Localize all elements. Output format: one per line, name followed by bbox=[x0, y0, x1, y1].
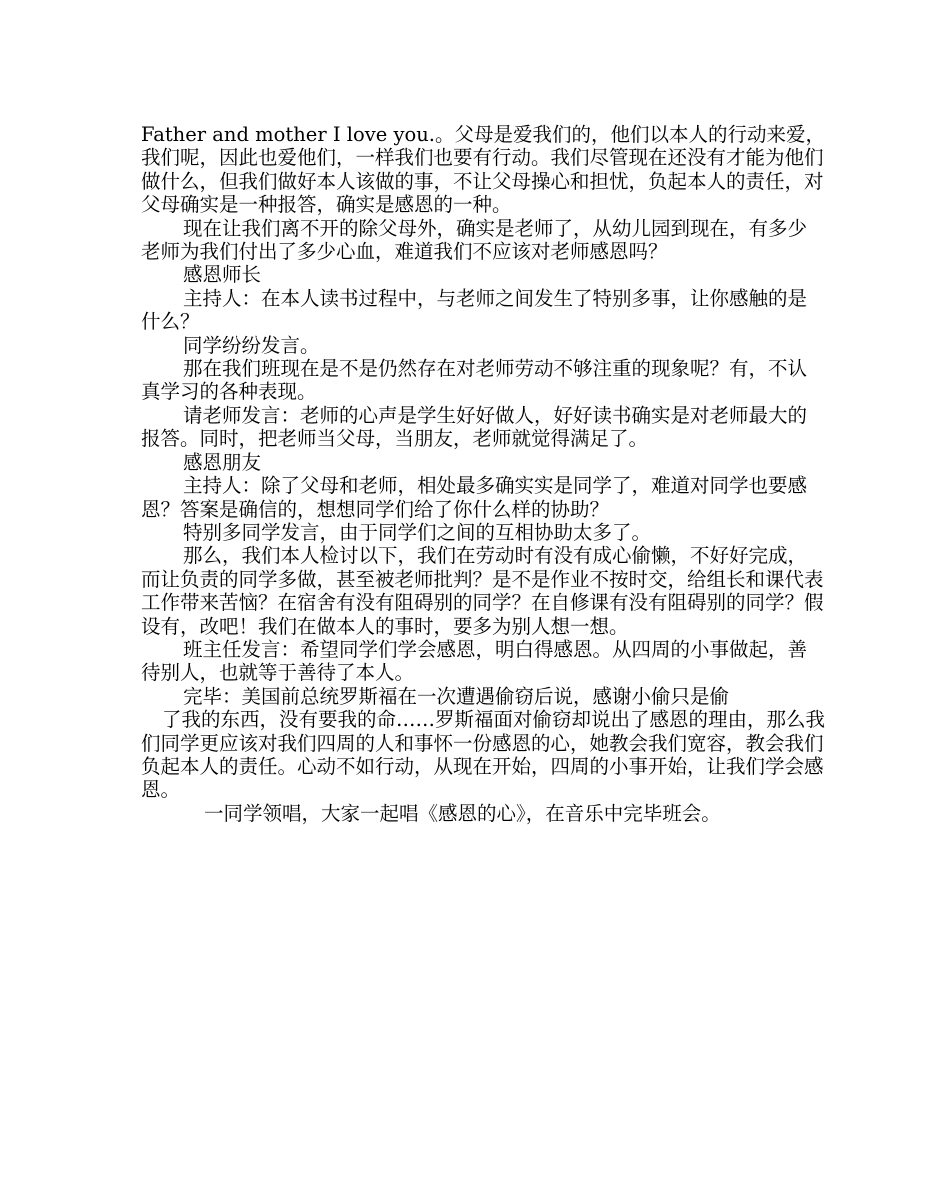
paragraph-self-review: 那么，我们本人检讨以下，我们在劳动时有没有成心偷懒，不好好完成，而让负责的同学多做，甚至被老师批判？是不是作业不按时交，给组长和课代表工作带来苦恼？在宿舍有没有阻碍别的同学？在自修课有没有阻碍别的同学？假设有，改吧！我们在做本人的事时，要多为别人想一想。 bbox=[141, 544, 824, 638]
paragraph-class-reflection: 那在我们班现在是不是仍然存在对老师劳动不够注重的现象呢？有，不认真学习的各种表现。 bbox=[141, 357, 808, 404]
paragraph-teacher-speech: 请老师发言：老师的心声是学生好好做人，好好读书确实是对老师最大的报答。同时，把老师当父母，当朋友，老师就觉得满足了。 bbox=[141, 403, 808, 451]
paragraph-host-question-teachers: 主持人：在本人读书过程中，与老师之间发生了特别多事，让你感触的是什么？ bbox=[141, 286, 808, 334]
document-body bbox=[141, 123, 825, 825]
paragraph-host-question-classmates: 主持人：除了父母和老师，相处最多确实实是同学了，难道对同学也要感恩？答案是确信的，想想同学们给了你什么样的协助？ bbox=[141, 474, 808, 521]
paragraph-conclusion-start: 完毕：美国前总统罗斯福在一次遭遇偷窃后说，感谢小偷只是偷 bbox=[183, 684, 730, 708]
paragraph-closing-song: 一同学领唱，大家一起唱《感恩的心》，在音乐中完毕班会。 bbox=[204, 801, 721, 825]
section-heading-thank-friends: 感恩朋友 bbox=[183, 450, 262, 474]
paragraph-many-students-speak: 特别多同学发言，由于同学们之间的互相协助太多了。 bbox=[183, 520, 652, 544]
paragraph-students-speak: 同学纷纷发言。 bbox=[183, 333, 320, 357]
paragraph-teachers-intro: 现在让我们离不开的除父母外，确实是老师了，从幼儿园到现在，有多少老师为我们付出了多少心血，难道我们不应该对老师感恩吗？ bbox=[141, 216, 808, 264]
paragraph-parents-love: Father and mother I love you.。父母是爱我们的，他们以本人的行动来爱，我们呢，因此也爱他们，一样我们也要有行动。我们尽管现在还没有才能为他们做什么，但我们做好本人该做的事，不让父母操心和担忧，负起本人的责任，对父母确实是一种报答，确实是感恩的一种。 bbox=[141, 123, 825, 217]
paragraph-conclusion-continued: 了我的东西，没有要我的命……罗斯福面对偷窃却说出了感恩的理由，那么我们同学更应该对我们四周的人和事怀一份感恩的心，她教会我们宽容，教会我们负起本人的责任。心动不如行动，从现在开始，四周的小事开始，让我们学会感恩。 bbox=[141, 708, 826, 802]
paragraph-head-teacher-speech: 班主任发言：希望同学们学会感恩，明白得感恩。从四周的小事做起，善待别人，也就等于善待了本人。 bbox=[141, 637, 808, 685]
section-heading-thank-teachers: 感恩师长 bbox=[183, 263, 262, 287]
